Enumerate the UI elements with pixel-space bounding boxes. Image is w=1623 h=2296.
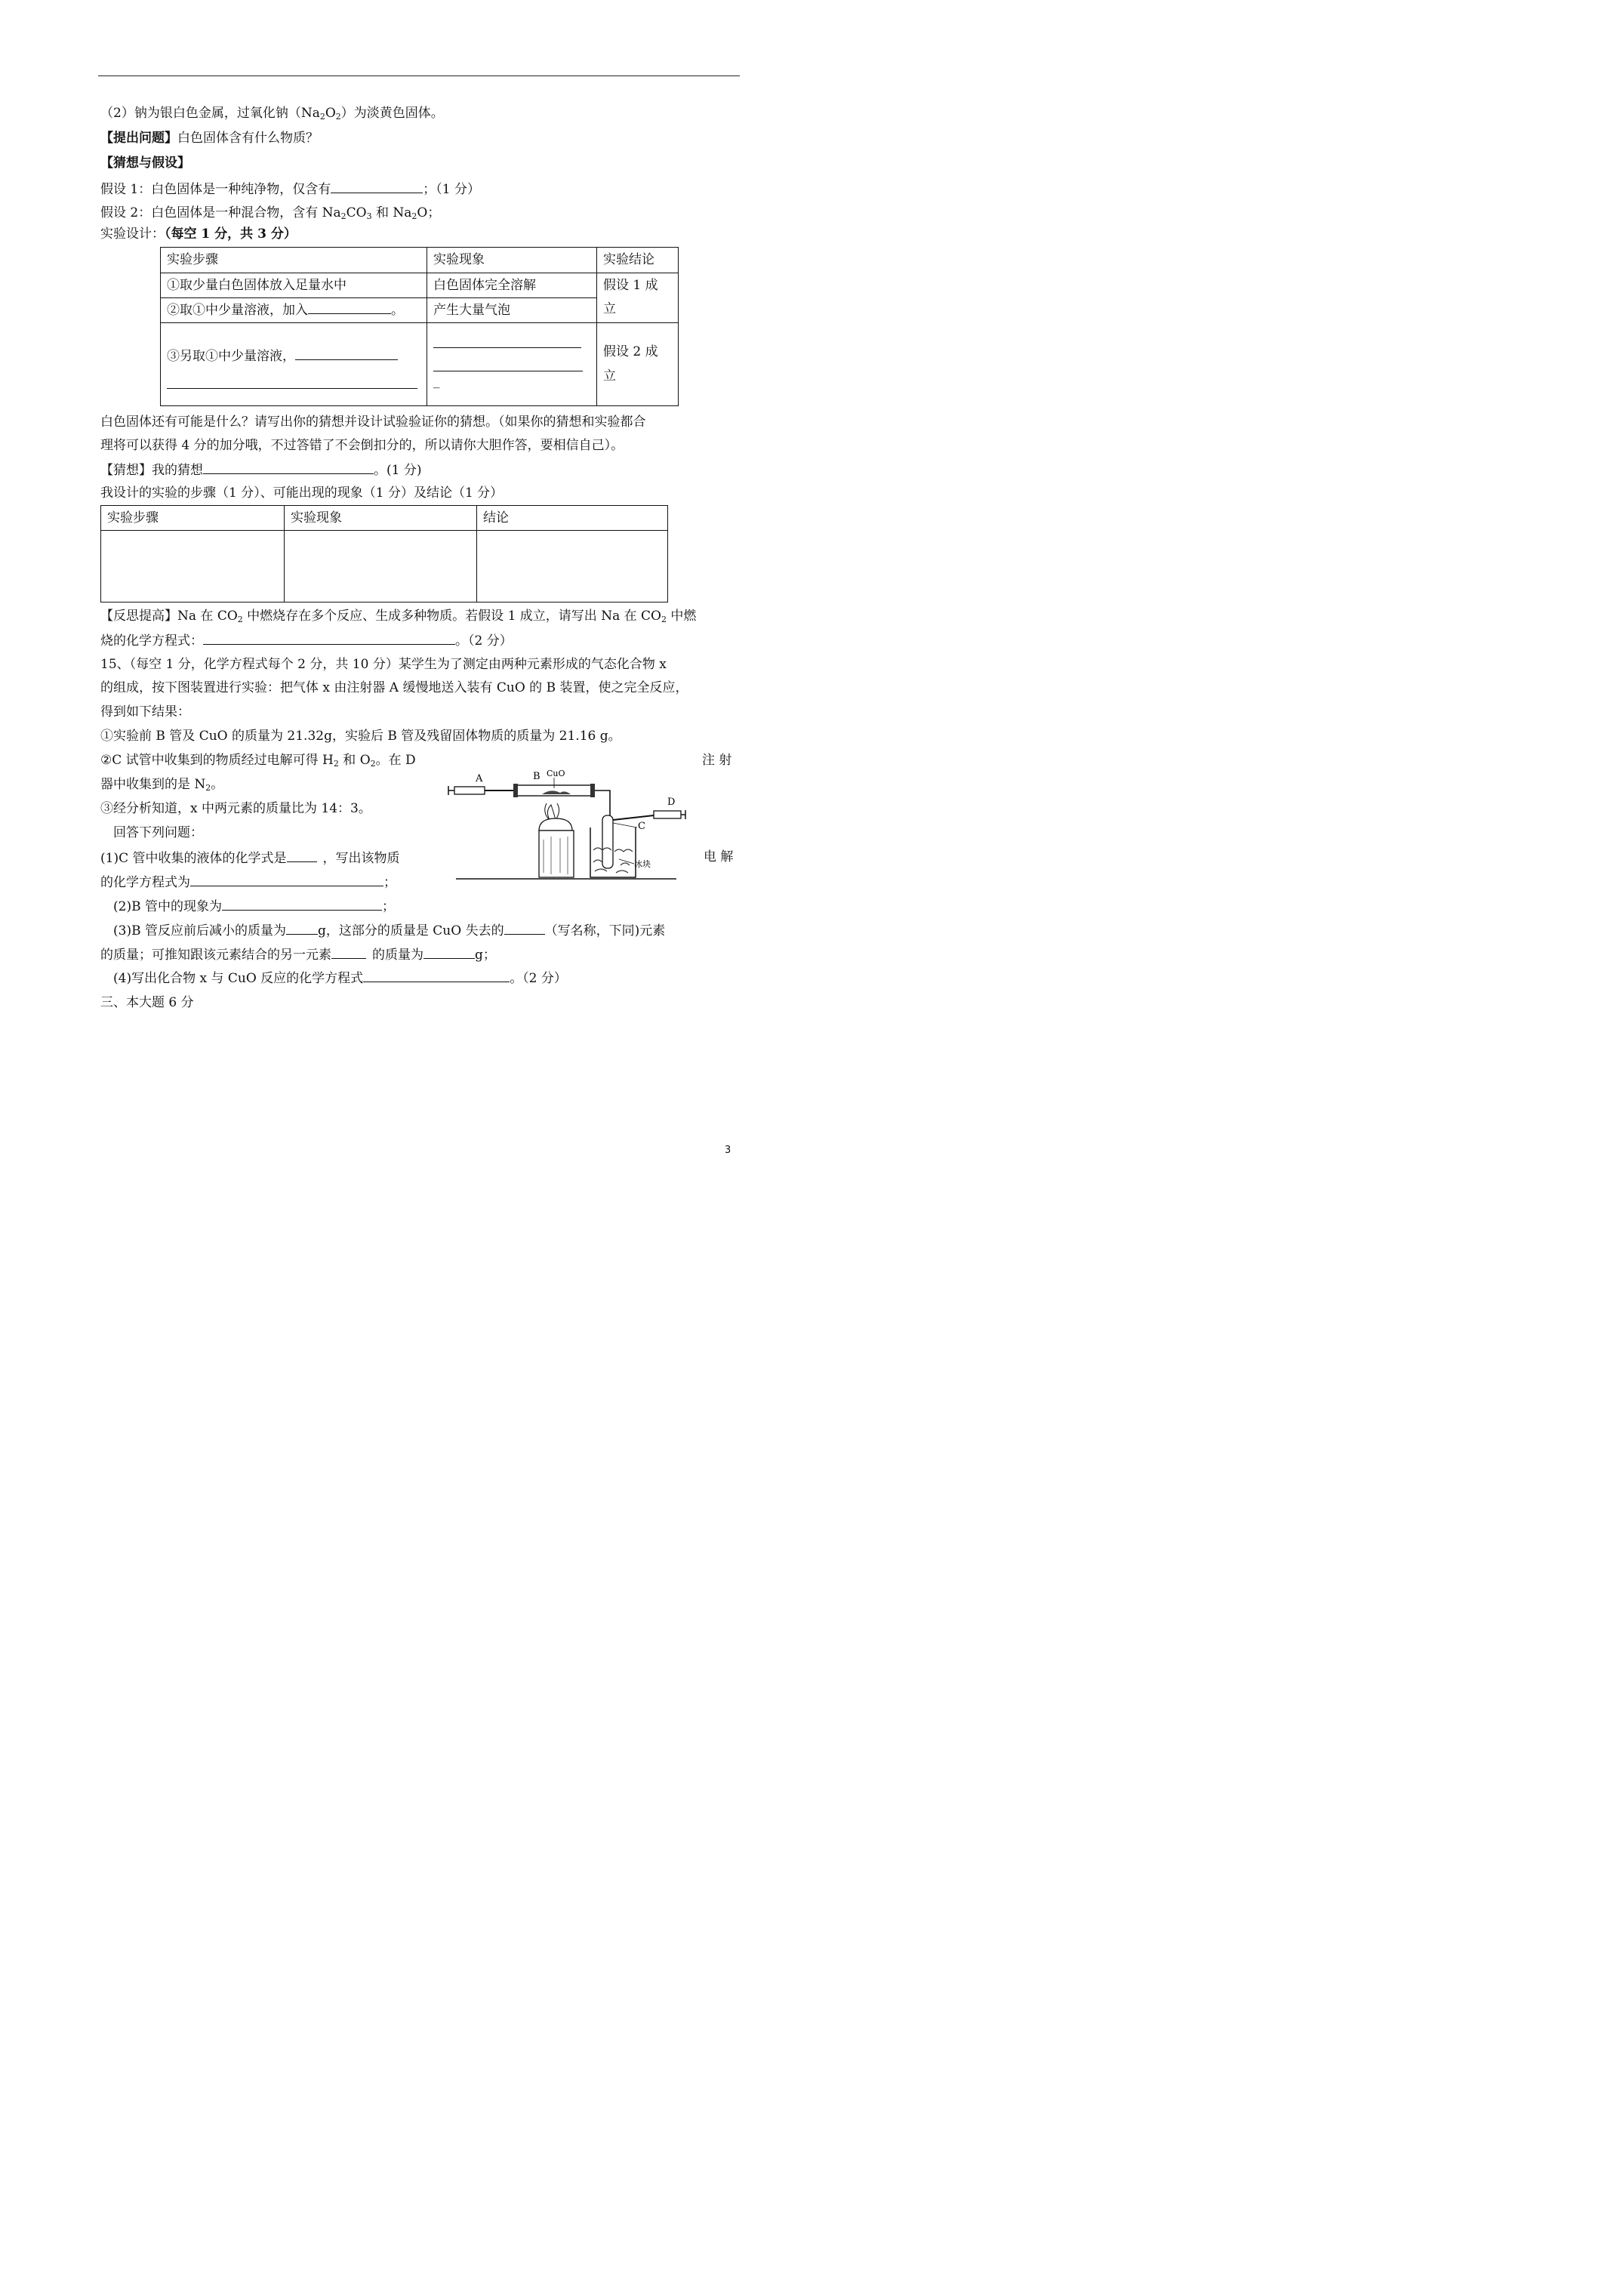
section-heading: 三、本大题 6 分 — [100, 995, 194, 1010]
conclusion-cell: 假设 2 成 立 — [597, 323, 679, 406]
text-line: ③经分析知道，x 中两元素的质量比为 14：3。 — [100, 801, 371, 816]
syringe-d-icon — [654, 810, 685, 819]
conclusion-cell: 假设 1 成 立 — [597, 273, 679, 323]
answer-blank[interactable] — [363, 968, 510, 982]
answer-blank[interactable] — [295, 346, 398, 360]
text-line: 注 射 — [702, 753, 732, 768]
question-3: (3)B 管反应前后减小的质量为 g，这部分的质量是 CuO 失去的 （写名称，下同)元素 — [113, 920, 665, 940]
table-cell[interactable] — [285, 531, 477, 603]
text-line: 的组成，按下图装置进行实验：把气体 x 由注射器 A 缓慢地送入装有 CuO 的 B 装置，使之完全反应， — [100, 680, 688, 695]
answer-blank[interactable] — [423, 945, 475, 959]
beaker-icon — [590, 815, 636, 877]
syringe-a-icon — [448, 786, 516, 795]
text-line: 白色固体还有可能是什么？请写出你的猜想并设计试验验证你的猜想。（如果你的猜想和实验都合 — [100, 415, 646, 430]
text-line: 理将可以获得 4 分的加分哦，不过答错了不会倒扣分的，所以请你大胆作答，要相信自己）。 — [100, 438, 624, 453]
label-ice: 冰块 — [634, 859, 651, 869]
text-line: 器中收集到的是 $N_2$。 — [100, 777, 224, 793]
text-line: 电 解 — [704, 849, 734, 864]
question-1: (1)C 管中收集的液体的化学式是 ，写出该物质 — [100, 848, 400, 868]
answer-blank[interactable] — [203, 460, 374, 474]
answer-blank[interactable] — [167, 374, 417, 389]
table-header: 实验结论 — [597, 248, 679, 273]
label-a: A — [476, 773, 483, 784]
section-heading: 【猜想与假设】 — [100, 156, 190, 171]
experiment-table-1 — [160, 247, 679, 406]
equation-line: 烧的化学方程式： 。（2 分） — [100, 630, 513, 650]
text-line: 回答下列问题： — [113, 825, 203, 840]
answer-blank[interactable] — [308, 300, 391, 314]
question-4: (4)写出化合物 x 与 CuO 反应的化学方程式 。（2 分） — [113, 968, 567, 988]
text-line: 我设计的实验的步骤（1 分）、可能出现的现象（1 分）及结论（1 分） — [100, 485, 504, 501]
apparatus-diagram — [445, 767, 687, 880]
table-cell: 白色固体完全溶解 — [427, 273, 597, 298]
experiment-table-2 — [100, 505, 668, 603]
hypothesis-1: 假设 1：白色固体是一种纯净物，仅含有 ；（1 分） — [100, 179, 480, 199]
table-cell[interactable] — [477, 531, 668, 603]
table-cell: ③另取①中少量溶液， — [161, 323, 427, 406]
answer-blank[interactable] — [504, 920, 545, 935]
answer-blank[interactable] — [433, 334, 581, 348]
answer-blank[interactable] — [286, 920, 318, 935]
text-line: 得到如下结果： — [100, 704, 190, 720]
table-cell: ②取①中少量溶液，加入 。 — [161, 298, 427, 323]
answer-blank[interactable] — [190, 872, 383, 886]
answer-blank[interactable] — [203, 630, 455, 645]
page-number: 3 — [725, 1145, 731, 1156]
text-line: 的化学方程式为 ； — [100, 872, 396, 892]
label-c: C — [638, 821, 645, 832]
table-cell: ①取少量白色固体放入足量水中 — [161, 273, 427, 298]
answer-blank[interactable] — [331, 945, 366, 959]
table-header: 实验步骤 — [161, 248, 427, 273]
table-cell: _ — [427, 323, 597, 406]
label-b: B — [533, 771, 540, 782]
label-d: D — [667, 797, 676, 808]
text-line: 的质量；可推知跟该元素结合的另一元素 的质量为 g； — [100, 945, 496, 964]
question-line: 【提出问题】白色固体含有什么物质？ — [100, 131, 319, 146]
table-header: 实验现象 — [427, 248, 597, 273]
table-cell: 产生大量气泡 — [427, 298, 597, 323]
answer-blank[interactable] — [331, 179, 423, 193]
label-cuo: CuO — [547, 769, 565, 778]
experiment-design: 实验设计：（每空 1 分，共 3 分） — [100, 227, 297, 242]
table-header: 实验步骤 — [101, 506, 285, 531]
guess-line: 【猜想】我的猜想 。(1 分) — [100, 460, 421, 479]
text-line: （2）钠为银白色金属，过氧化钠$(Na_2O_2)$为淡黄色固体。 — [100, 106, 444, 122]
answer-blank[interactable] — [287, 848, 317, 862]
answer-blank[interactable] — [433, 357, 583, 371]
table-header: 实验现象 — [285, 506, 477, 531]
table-cell[interactable] — [101, 531, 285, 603]
question-2: (2)B 管中的现象为 ； — [113, 896, 395, 916]
answer-blank[interactable] — [222, 896, 382, 911]
hypothesis-2: 假设 2：白色固体是一种混合物，含有 $Na_2CO_3$ 和 $Na_2O$； — [100, 205, 441, 221]
text-line: 【反思提高】Na 在 $CO_2$ 中燃烧存在多个反应、生成多种物质。若假设 1 成立，请写出 Na 在 $CO_2$ 中燃 — [100, 609, 697, 624]
table-header: 结论 — [477, 506, 668, 531]
alcohol-lamp-icon — [539, 803, 574, 877]
text-line: ②C 试管中收集到的物质经过电解可得 $H_2$ 和 $O_2$。在 D — [100, 753, 416, 769]
text-line: ①实验前 B 管及 CuO 的质量为 21.32g，实验后 B 管及残留固体物质的质量为 21.16 g。 — [100, 729, 621, 744]
question-15: 15、（每空 1 分，化学方程式每个 2 分，共 10 分）某学生为了测定由两种元素形成的气态化合物 x — [100, 657, 667, 672]
